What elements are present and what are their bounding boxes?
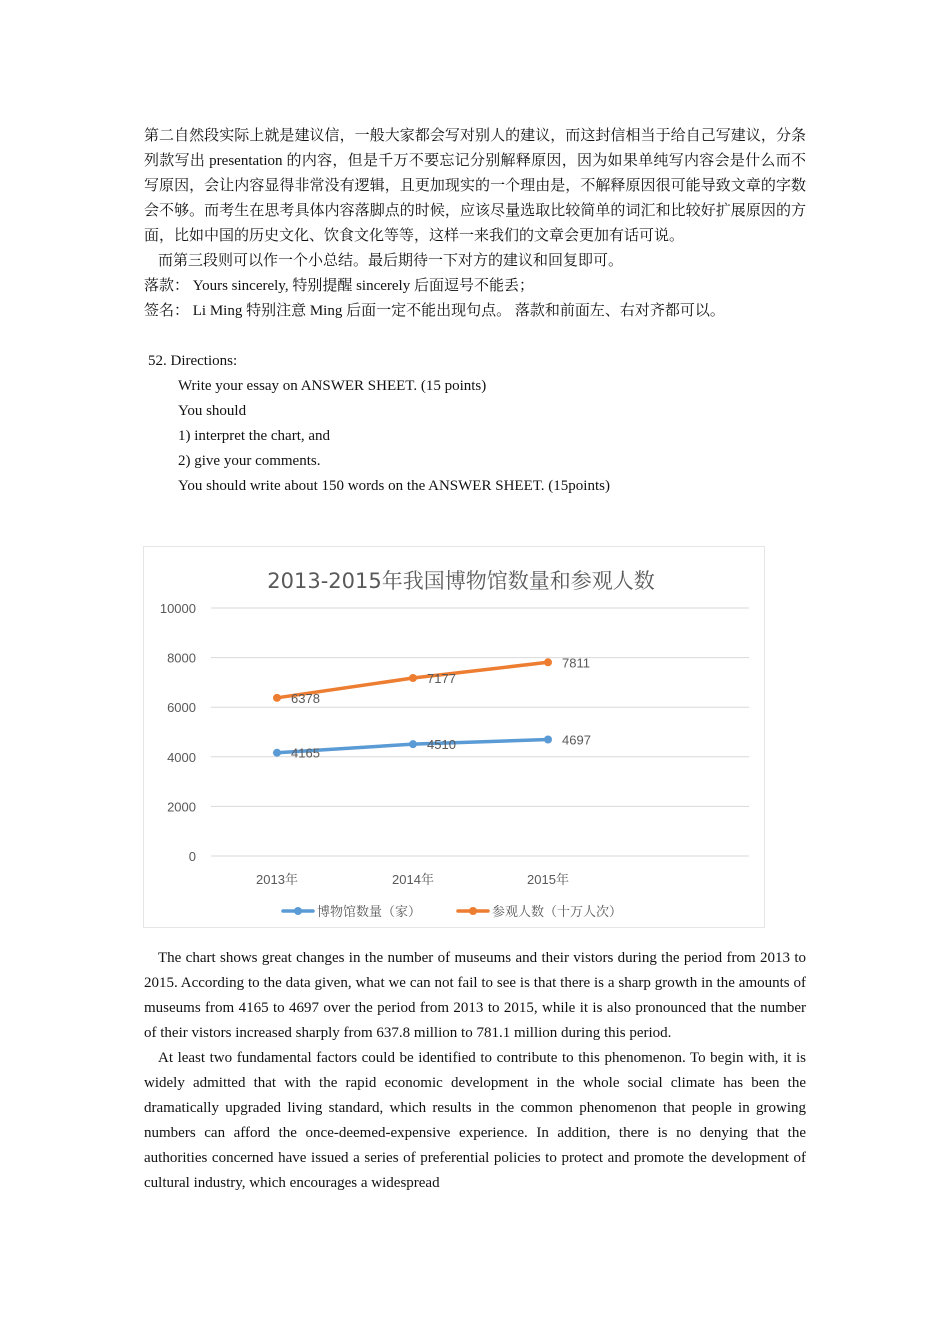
directions-heading: 52. Directions: xyxy=(148,353,238,369)
closing-note: 落款： Yours sincerely, 特别提醒 sincerely 后面逗号不能丢； xyxy=(144,278,534,294)
y-tick-label: 8000 xyxy=(167,650,196,666)
data-point xyxy=(273,694,281,702)
y-tick-label: 0 xyxy=(188,849,196,864)
directions-line: Write your essay on ANSWER SHEET. (15 points) xyxy=(178,378,487,394)
data-point xyxy=(409,740,417,748)
sample-essay xyxy=(144,946,806,1196)
directions-line: You should write about 150 words on the ANSWER SHEET. (15points) xyxy=(178,478,610,494)
y-tick-label: 6000 xyxy=(167,700,196,716)
x-tick-label: 2013年 xyxy=(256,872,298,887)
data-point xyxy=(544,658,552,666)
signature-note: 签名： Li Ming 特别注意 Ming 后面一定不能出现句点。 落款和前面左、右对齐都可以。 xyxy=(144,303,725,319)
data-label: 4697 xyxy=(562,732,591,748)
y-tick-label: 10000 xyxy=(159,601,196,616)
advice-paragraph-3: 而第三段则可以作一个小总结。最后期待一下对方的建议和回复即可。 xyxy=(158,253,624,269)
data-label: 7177 xyxy=(427,671,456,687)
directions-line: 2) give your comments. xyxy=(178,453,321,469)
chart-title: 2013-2015年我国博物馆数量和参观人数 xyxy=(267,569,655,593)
legend-marker xyxy=(469,907,477,915)
data-label: 4165 xyxy=(291,745,320,761)
essay-paragraph-2: At least two fundamental factors could be identified to contribute to this phenomenon. To begin with, it is widely admitted that with the rapid economic development in the whole social climate has been the dramatically upgraded living standard, which results in the common phenomenon that people in growing numbers can afford the once-deemed-expensive experience. In addition, there is no denying that the authorities concerned have issued a series of preferential policies to protect and promote the development of cultural industry, which encourages a widespread xyxy=(144,1050,806,1191)
legend-marker xyxy=(294,907,302,915)
data-point xyxy=(409,674,417,682)
y-tick-label: 2000 xyxy=(167,799,196,815)
data-point xyxy=(273,749,281,757)
line-chart-svg xyxy=(143,546,765,928)
advice-paragraph-2: 第二自然段实际上就是建议信，一般大家都会写对别人的建议，而这封信相当于给自己写建议，分条列款写出 presentation 的内容，但是千万不要忘记分别解释原因，因为如果单纯写内容会是什么而不写原因，会让内容显得非常没有逻辑，且更加现实的一个理由是，不解释原因很可能导致文章的字数会不够。而考生在思考具体内容落脚点的时候，应该尽量选取比较简单的词汇和比较好扩展原因的方面，比如中国的历史文化、饮食文化等等，这样一来我们的文章会更加有话可说。 xyxy=(144,128,806,244)
instructions-section xyxy=(144,124,806,499)
y-tick-label: 4000 xyxy=(167,749,196,765)
museum-chart xyxy=(143,546,765,928)
x-tick-label: 2015年 xyxy=(527,872,569,887)
data-label: 4510 xyxy=(427,737,456,753)
directions-line: 1) interpret the chart, and xyxy=(178,428,331,444)
directions-line: You should xyxy=(178,403,247,419)
legend-label: 参观人数（十万人次） xyxy=(492,905,623,920)
legend-label: 博物馆数量（家） xyxy=(317,905,422,920)
data-label: 7811 xyxy=(562,655,590,671)
data-label: 6378 xyxy=(291,690,320,706)
data-point xyxy=(544,736,552,744)
essay-paragraph-1: The chart shows great changes in the number of museums and their vistors during the period from 2013 to 2015. According to the data given, what we can not fail to see is that there is a sharp growth in the amounts of museums from 4165 to 4697 over the period from 2013 to 2015, while it is also pronounced that the number of their vistors increased sharply from 637.8 million to 781.1 million during this period. xyxy=(144,950,806,1041)
x-tick-label: 2014年 xyxy=(392,872,434,887)
